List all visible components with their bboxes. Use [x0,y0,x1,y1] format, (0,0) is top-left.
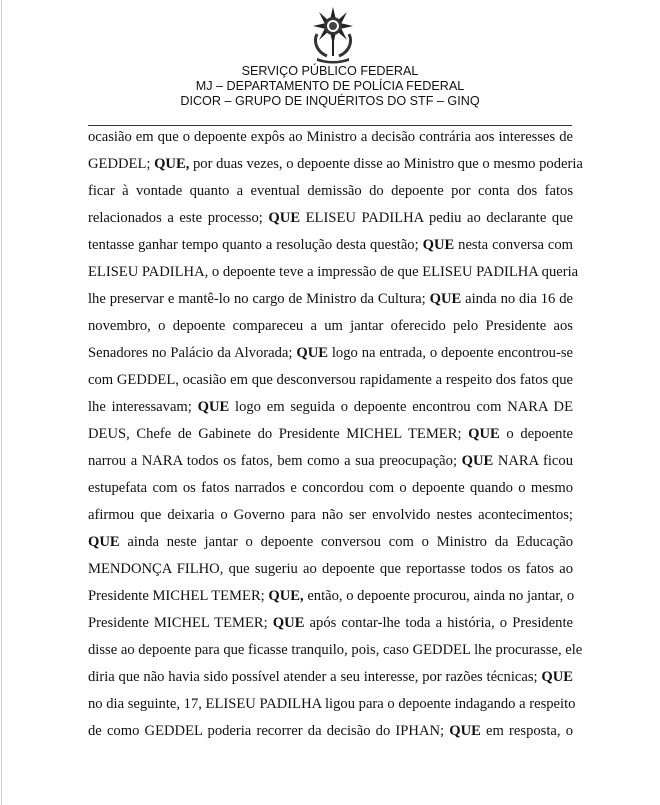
bold-keyword: QUE [449,723,481,739]
text-run: no dia seguinte, 17, ELISEU PADILHA ligou para o depoente indagando a respeito [88,696,576,712]
body-line [88,205,573,232]
text-run: nesta conversa com [454,237,573,253]
text-run: por duas vezes, o depoente disse ao Ministro que o mesmo poderia [189,156,583,172]
body-line [88,664,573,691]
text-run: novembro, o depoente compareceu a um jantar oferecido pelo Presidente aos [88,318,573,334]
text-run: Presidente MICHEL TEMER; [88,588,269,604]
text-run: após contar-lhe toda a história, o Presidente [304,615,573,631]
bold-keyword: QUE [468,426,500,442]
body-line [88,421,573,448]
text-run: ocasião em que o depoente expôs ao Ministro a decisão contrária aos interesses de [88,129,573,145]
text-run: relacionados a este processo; [88,210,269,226]
bold-keyword: QUE [429,291,462,307]
body-line [88,394,573,421]
text-run: logo em seguida o depoente encontrou com NARA DE [229,399,574,415]
bold-keyword: QUE [272,615,305,631]
body-line [88,259,579,286]
text-run: DEUS, Chefe de Gabinete do Presidente MICHEL TEMER; [88,426,469,442]
bold-keyword: QUE [268,210,301,226]
text-run: narrou a NARA todos os fatos, bem como a sua preocupação; [88,453,462,469]
text-run: Senadores no Palácio da Alvorada; [88,345,297,361]
text-run: então, o depoente procurou, ainda no jantar, o [303,588,575,604]
text-run: ELISEU PADILHA pediu ao declarante que [300,210,573,226]
bold-keyword: QUE, [154,156,190,172]
text-run: estupefata com os fatos narrados e concordou com o depoente quando o mesmo [88,480,573,496]
bold-keyword: QUE [541,669,573,685]
body-line [88,637,583,664]
text-run: de como GEDDEL poderia recorrer da decisão do IPHAN; [88,723,450,739]
body-line [88,448,573,475]
body-line [88,178,573,205]
body-line [88,475,573,502]
text-run: ELISEU PADILHA, o depoente teve a impressão de que ELISEU PADILHA queria [88,264,579,280]
body-line [88,151,583,178]
body-line [88,124,573,151]
text-run: NARA ficou [493,453,573,469]
bold-keyword: QUE [296,345,328,361]
body-line [88,691,576,718]
bold-keyword: QUE [197,399,230,415]
header-line-group: DICOR – GRUPO DE INQUÉRITOS DO STF – GINQ [180,94,480,108]
document-header [0,64,660,109]
header-line-department: MJ – DEPARTAMENTO DE POLÍCIA FEDERAL [195,79,465,93]
text-run: em resposta, o [480,723,573,739]
body-line [88,367,573,394]
text-run: tentasse ganhar tempo quanto a resolução desta questão; [88,237,423,253]
text-run: disse ao depoente para que ficasse tranquilo, pois, caso GEDDEL lhe procurasse, ele [88,642,583,658]
body-line [88,340,573,367]
text-run: Presidente MICHEL TEMER; [88,615,273,631]
brazil-coat-of-arms-icon [309,6,357,64]
text-run: ainda no dia 16 de [461,291,573,307]
body-line [88,583,573,610]
text-run: lhe preservar e mantê-lo no cargo de Ministro da Cultura; [88,291,430,307]
text-run: logo na entrada, o depoente encontrou-se [327,345,574,361]
bold-keyword: QUE [88,534,120,550]
text-run: MENDONÇA FILHO, que sugeriu ao depoente que reportasse todos os fatos ao [88,561,573,577]
body-line [88,718,573,745]
body-line [88,232,573,259]
text-run: lhe interessavam; [88,399,198,415]
body-line [88,556,573,583]
body-line [88,502,573,529]
body-line [88,286,573,313]
body-line [88,529,573,556]
header-line-service: SERVIÇO PÚBLICO FEDERAL [241,64,419,78]
body-line [88,313,573,340]
text-run: GEDDEL; [88,156,155,172]
testimony-body [88,124,583,745]
body-line [88,610,573,637]
text-run: afirmou que deixaria o Governo para não ser envolvido nestes acontecimentos; [88,507,573,523]
bold-keyword: QUE [422,237,455,253]
bold-keyword: QUE [461,453,494,469]
text-run: ficar à vontade quanto a eventual demissão do depoente por conta dos fatos [88,183,573,199]
text-run: com GEDDEL, ocasião em que desconversou rapidamente a respeito dos fatos que [88,372,573,388]
bold-keyword: QUE, [268,588,304,604]
text-run: ainda neste jantar o depoente conversou com o Ministro da Educação [119,534,573,550]
text-run: diria que não havia sido possível atender a seu interesse, por razões técnicas; [88,669,542,685]
text-run: o depoente [499,426,573,442]
page-left-edge [1,0,2,805]
